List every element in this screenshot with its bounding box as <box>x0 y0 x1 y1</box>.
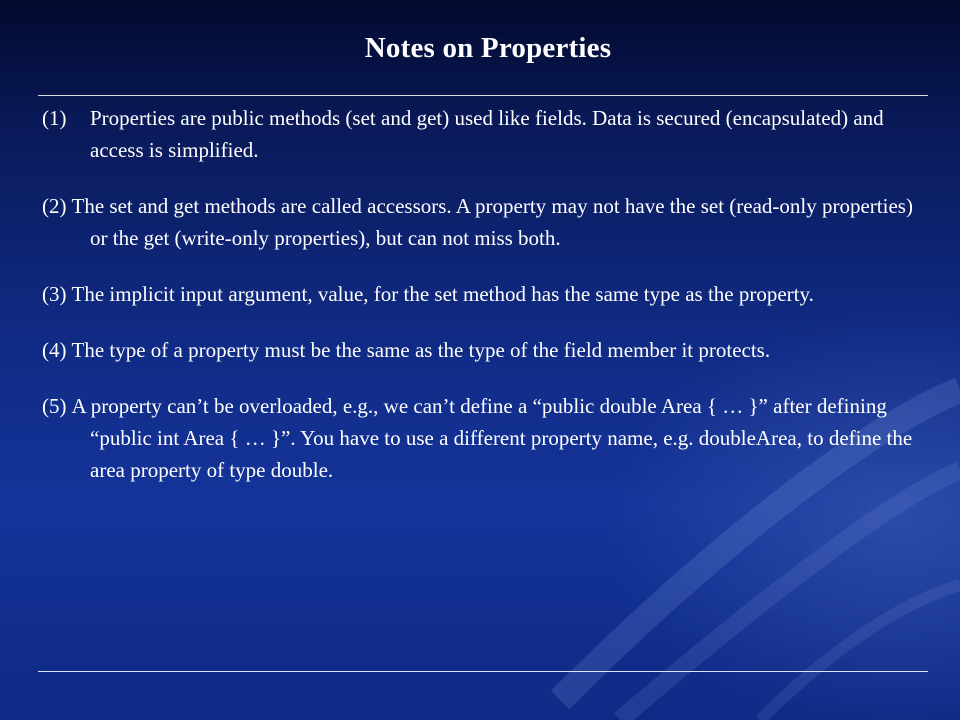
note-number: (3) <box>42 282 67 306</box>
note-item-2 <box>42 190 926 254</box>
note-item-3 <box>42 278 926 310</box>
note-text: A property can’t be overloaded, e.g., we can’t define a “public double Area { … }” after defining “public int Area { … }”. You have to use a different property name, e.g. doubleArea, to define the area property of type double. <box>71 394 913 482</box>
bottom-divider <box>38 671 928 672</box>
note-item-1 <box>42 102 926 166</box>
slide-title: Notes on Properties <box>364 32 612 64</box>
note-text: Properties are public methods (set and get) used like fields. Data is secured (encapsulated) and access is simplified. <box>90 106 884 162</box>
notes-list <box>42 102 926 510</box>
note-text: The implicit input argument, value, for the set method has the same type as the property. <box>71 282 814 306</box>
note-item-4 <box>42 334 926 366</box>
note-number: (2) <box>42 194 67 218</box>
note-number: (4) <box>42 338 67 362</box>
note-item-5 <box>42 390 926 486</box>
note-number: (1) <box>42 106 67 130</box>
note-text: The type of a property must be the same as the type of the field member it protects. <box>71 338 771 362</box>
top-divider <box>38 95 928 96</box>
note-number: (5) <box>42 394 67 418</box>
note-text: The set and get methods are called accessors. A property may not have the set (read-only properties) or the get (write-only properties), but can not miss both. <box>71 194 913 250</box>
